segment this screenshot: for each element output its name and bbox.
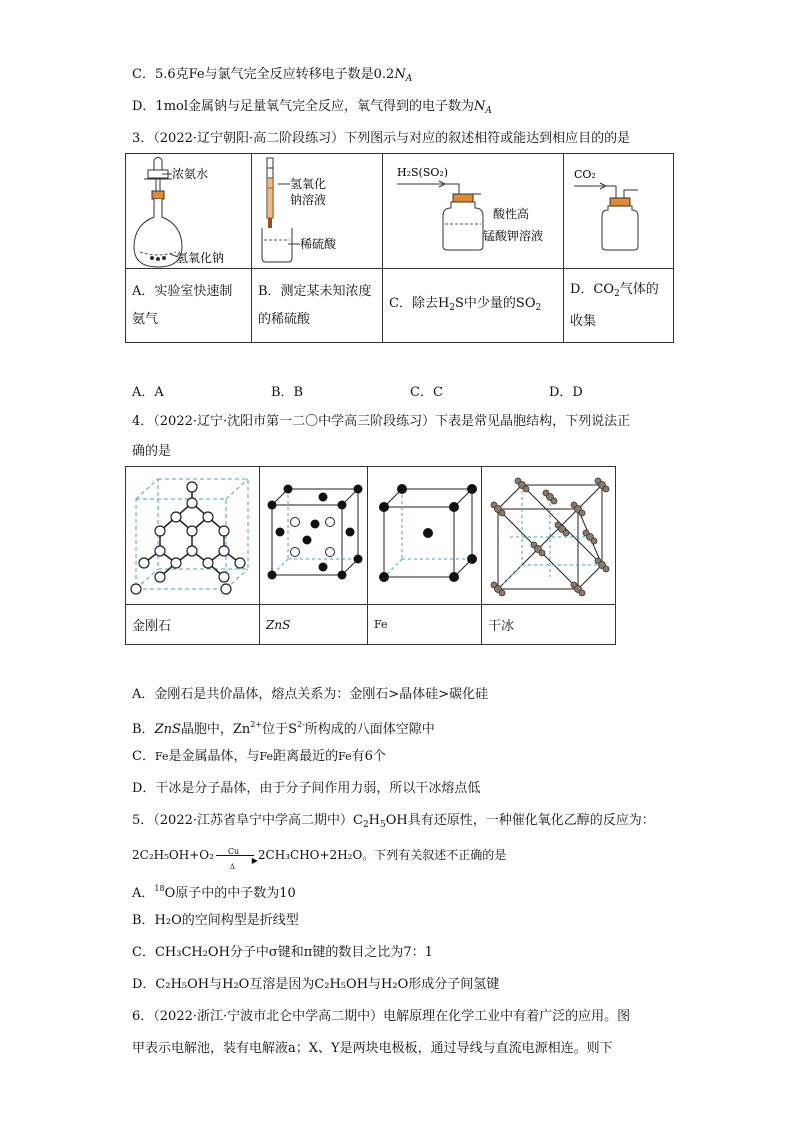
q4-fe-cell — [368, 467, 482, 605]
q5-equation: 2C₂H₅OH+O₂ Cu ▶ Δ 2CH₃CHO+2H₂O。下列有关叙述不正确的是 — [132, 846, 507, 871]
q3-option-b: B．B — [271, 385, 304, 400]
q4-dry-ice-cell — [482, 467, 616, 605]
q3-caption-b: B．测定某未知浓度 的稀硫酸 — [252, 269, 383, 343]
q3-fig-b-label-3: 稀硫酸 — [300, 237, 337, 251]
q3-fig-c-label-2: 锰酸钾溶液 — [483, 229, 544, 243]
q3-fig-d-gas: CO₂ — [574, 168, 596, 181]
q4-stem-2: 确的是 — [132, 444, 172, 459]
q3-option-a: A．A — [132, 385, 164, 400]
q5-option-c: C．CH₃CH₂OH分子中σ键和π键的数目之比为7：1 — [132, 945, 433, 960]
q5-option-a: A．$^{18}$O原子中的中子数为10 — [132, 884, 296, 901]
q4-option-b: B．ZnS晶胞中，$Zn^{2+}$位于$S^{2-}$所构成的八面体空隙中 — [132, 720, 435, 737]
q2-option-d: D．1mol金属钠与足量氧气完全反应，氧气得到的电子数为$N_A$ — [132, 99, 492, 116]
q3-fig-b-label-1: 氢氧化 — [290, 177, 327, 191]
q3-caption-c: C．除去$H_2S$中少量的$SO_2$ — [383, 269, 564, 343]
q3-fig-a-label-bottom: 氢氧化钠 — [176, 251, 225, 265]
q3-figure-a — [126, 154, 252, 269]
q6-line-2: 甲表示电解池，装有电解液a；X、Y是两块电极板，通过导线与直流电源相连。则下 — [132, 1041, 613, 1056]
q3-caption-d: D．$CO_2$气体的 收集 — [564, 269, 674, 343]
q3-stem: 3．（2022·辽宁朝阳·高二阶段练习）下列图示与对应的叙述相符或能达到相应目的的是 — [132, 131, 631, 146]
q4-diamond-cell — [126, 467, 260, 605]
q5-option-b: B．H₂O的空间构型是折线型 — [132, 913, 299, 928]
q3-apparatus-table — [125, 153, 674, 343]
q3-option-d: D．D — [549, 385, 583, 400]
fe-structure-diagram — [368, 467, 481, 604]
q3-fig-c-label-1: 酸性高 — [493, 207, 530, 221]
q6-line-1: 6．（2022·浙江·宁波市北仑中学高二期中）电解原理在化学工业中有着广泛的应用。图 — [132, 1009, 631, 1024]
reaction-arrow: Cu ▶ Δ — [214, 849, 258, 863]
q3-fig-a-label-top: 浓氨水 — [172, 167, 209, 181]
diamond-structure-diagram — [126, 467, 259, 604]
dry-ice-structure-diagram — [482, 467, 615, 604]
q4-label-fe: Fe — [368, 605, 482, 645]
q4-stem-1: 4．（2022·辽宁·沈阳市第一二〇中学高三阶段练习）下表是常见晶胞结构，下列说法正 — [132, 414, 631, 429]
q4-option-d: D．干冰是分子晶体，由于分子间作用力弱，所以干冰熔点低 — [132, 781, 481, 796]
q3-figure-d — [564, 154, 674, 269]
q5-option-d: D．C₂H₅OH与H₂O互溶是因为C₂H₅OH与H₂O形成分子间氢键 — [132, 977, 500, 992]
q3-fig-c-gas: H₂S(SO₂) — [397, 166, 449, 179]
q4-label-diamond: 金刚石 — [126, 605, 260, 645]
q3-figure-b — [252, 154, 383, 269]
q4-option-a: A．金刚石是共价晶体，熔点关系为：金刚石>晶体硅>碳化硅 — [132, 687, 489, 702]
q3-figure-c — [383, 154, 564, 269]
q2-option-c: C．5.6克Fe与氯气完全反应转移电子数是$0.2N_A$ — [132, 67, 413, 84]
q3-fig-b-label-2: 钠溶液 — [290, 193, 327, 207]
q3-option-c: C．C — [410, 385, 443, 400]
q4-crystal-table — [125, 466, 616, 645]
q4-label-zns: ZnS — [260, 605, 368, 645]
zns-structure-diagram — [260, 467, 367, 604]
q3-caption-a: A．实验室快速制 氨气 — [126, 269, 252, 343]
q4-option-c: C．Fe是金属晶体，与Fe距离最近的Fe有6个 — [132, 749, 386, 764]
q4-label-dry-ice: 干冰 — [482, 605, 616, 645]
q4-zns-cell — [260, 467, 368, 605]
q5-stem: 5．（2022·江苏省阜宁中学高二期中）$C_2H_5OH$具有还原性，一种催化氧化乙醇的反应为： — [132, 813, 655, 830]
